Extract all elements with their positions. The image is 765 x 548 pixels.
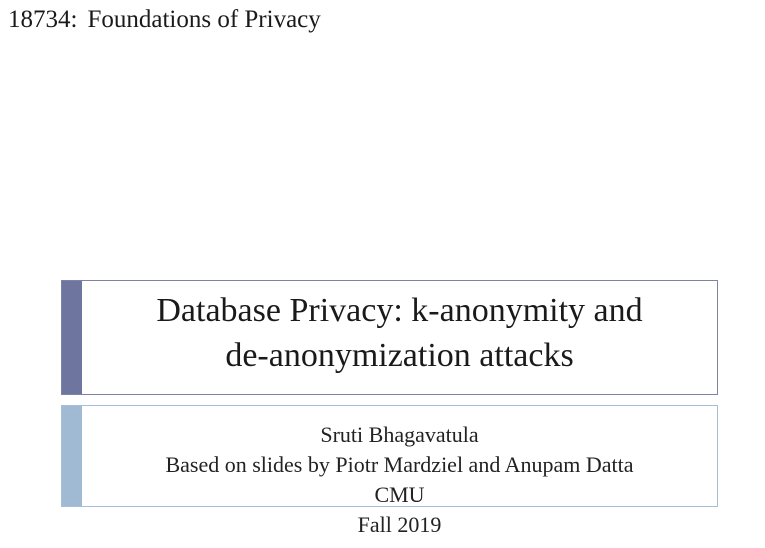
author-name: Sruti Bhagavatula [320,422,479,447]
course-name: Foundations of Privacy [87,6,321,33]
slide-subtitle [82,420,717,540]
slide-title-line-1: Database Privacy: k-anonymity and [156,292,643,329]
subtitle-box [61,405,718,537]
term: Fall 2019 [357,512,442,537]
institution: CMU [374,482,425,507]
course-number: 18734: [8,6,78,33]
title-box [61,280,718,395]
slide-title-line-2: de-anonymization attacks [225,337,574,374]
course-header [8,4,321,36]
subtitle-accent-bar [62,406,82,506]
slide-title [82,288,717,378]
slides-credit: Based on slides by Piotr Mardziel and Anupam Datta [165,452,634,477]
title-accent-bar [62,281,82,394]
